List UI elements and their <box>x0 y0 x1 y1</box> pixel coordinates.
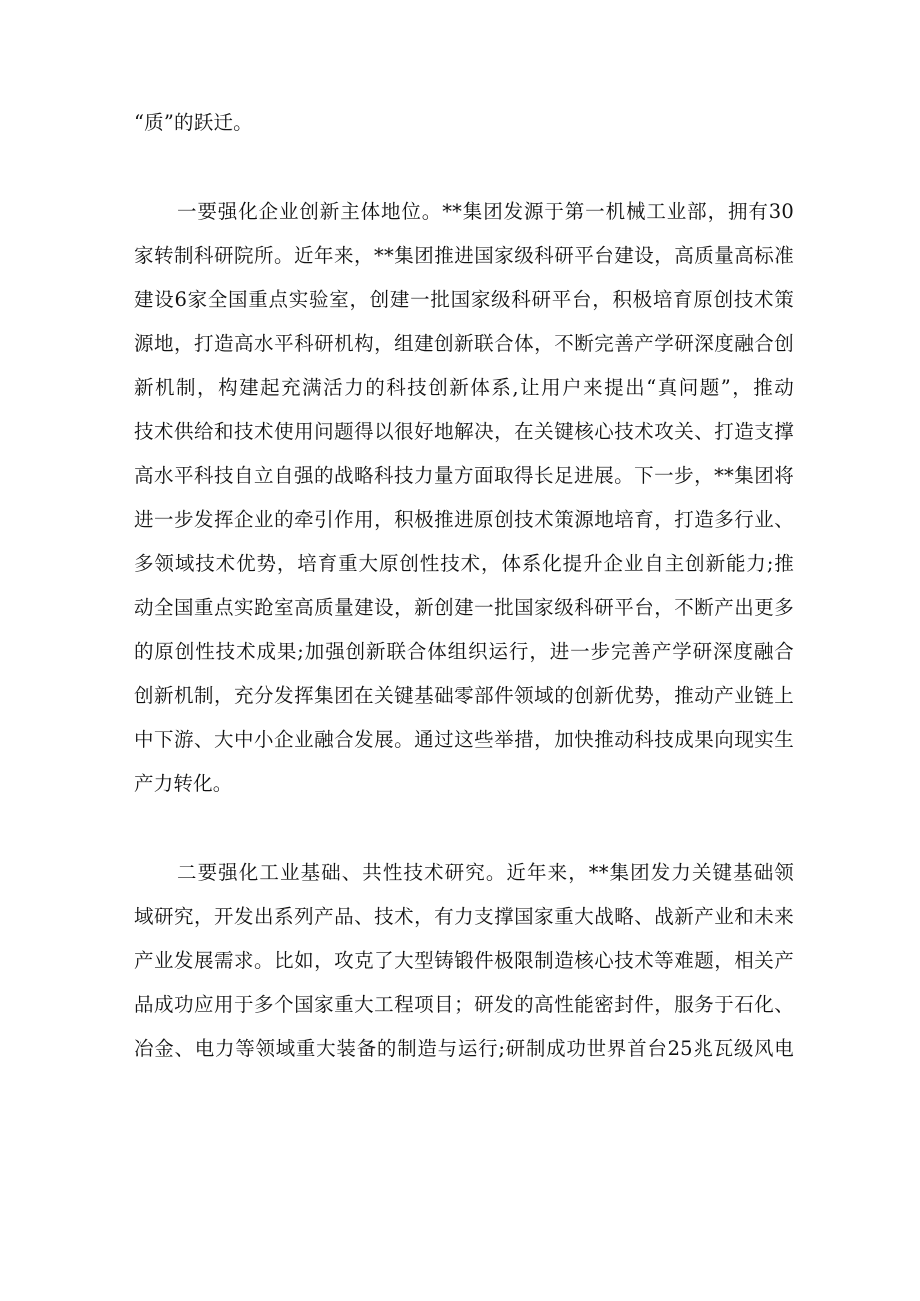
paragraph-1-line-7: 高水平科技自立自强的战略科技力量方面取得长足进展。下一步，**集团将 <box>134 464 794 487</box>
paragraph-1-line-9: 多领域技术优势，培育重大原创性技术，体系化提升企业自主创新能力;推 <box>134 552 794 575</box>
paragraph-2-line-4: 品成功应用于多个国家重大工程项目；研发的高性能密封件，服务于石化、 <box>134 993 794 1016</box>
paragraph-1-line-1: 一要强化企业创新主体地位。**集团发源于第一机械工业部，拥有30 <box>177 200 794 223</box>
paragraph-1-line-5: 新机制，构建起充满活力的科技创新体系,让用户来提出“真问题”，推动 <box>134 376 794 399</box>
paragraph-2-line-5: 冶金、电力等领域重大装备的制造与运行;研制成功世界首台25兆瓦级风电 <box>134 1037 794 1060</box>
paragraph-1-line-11: 的原创性技术成果;加强创新联合体组织运行，进一步完善产学研深度融合 <box>134 640 794 663</box>
paragraph-1-line-6: 技术供给和技术使用问题得以很好地解决，在关键核心技术攻关、打造支撑 <box>134 420 794 443</box>
paragraph-1-line-3: 建设6家全国重点实验室，创建一批国家级科研平台，积极培育原创技术策 <box>134 288 794 311</box>
text-line-1: “质”的跃迁。 <box>134 111 253 134</box>
paragraph-1-line-14: 产力转化。 <box>134 772 233 795</box>
paragraph-1-line-2: 家转制科研院所。近年来，**集团推进国家级科研平台建设，高质量高标准 <box>134 244 794 267</box>
paragraph-1-line-12: 创新机制，充分发挥集团在关键基础零部件领域的创新优势，推动产业链上 <box>134 684 794 707</box>
paragraph-1-line-10: 动全国重点实跄室高质量建设，新创建一批国家级科研平台，不断产出更多 <box>134 596 794 619</box>
paragraph-2-line-1: 二要强化工业基础、共性技术研究。近年来，**集团发力关键基础领 <box>177 861 794 884</box>
paragraph-1-line-8: 进一步发挥企业的牵引作用，积极推进原创技术策源地培育，打造多行业、 <box>134 508 794 531</box>
paragraph-1-line-13: 中下游、大中小企业融合发展。通过这些举措，加快推动科技成果向现实生 <box>134 728 794 751</box>
paragraph-1-line-4: 源地，打造高水平科研机构，组建创新联合体，不断完善产学研深度融合创 <box>134 332 794 355</box>
paragraph-2-line-3: 产业发展需求。比如，攻克了大型铸锻件极限制造核心技术等难题，相关产 <box>134 949 794 972</box>
paragraph-2-line-2: 域研究，开发出系列产品、技术，有力支撑国家重大战略、战新产业和未来 <box>134 905 794 928</box>
